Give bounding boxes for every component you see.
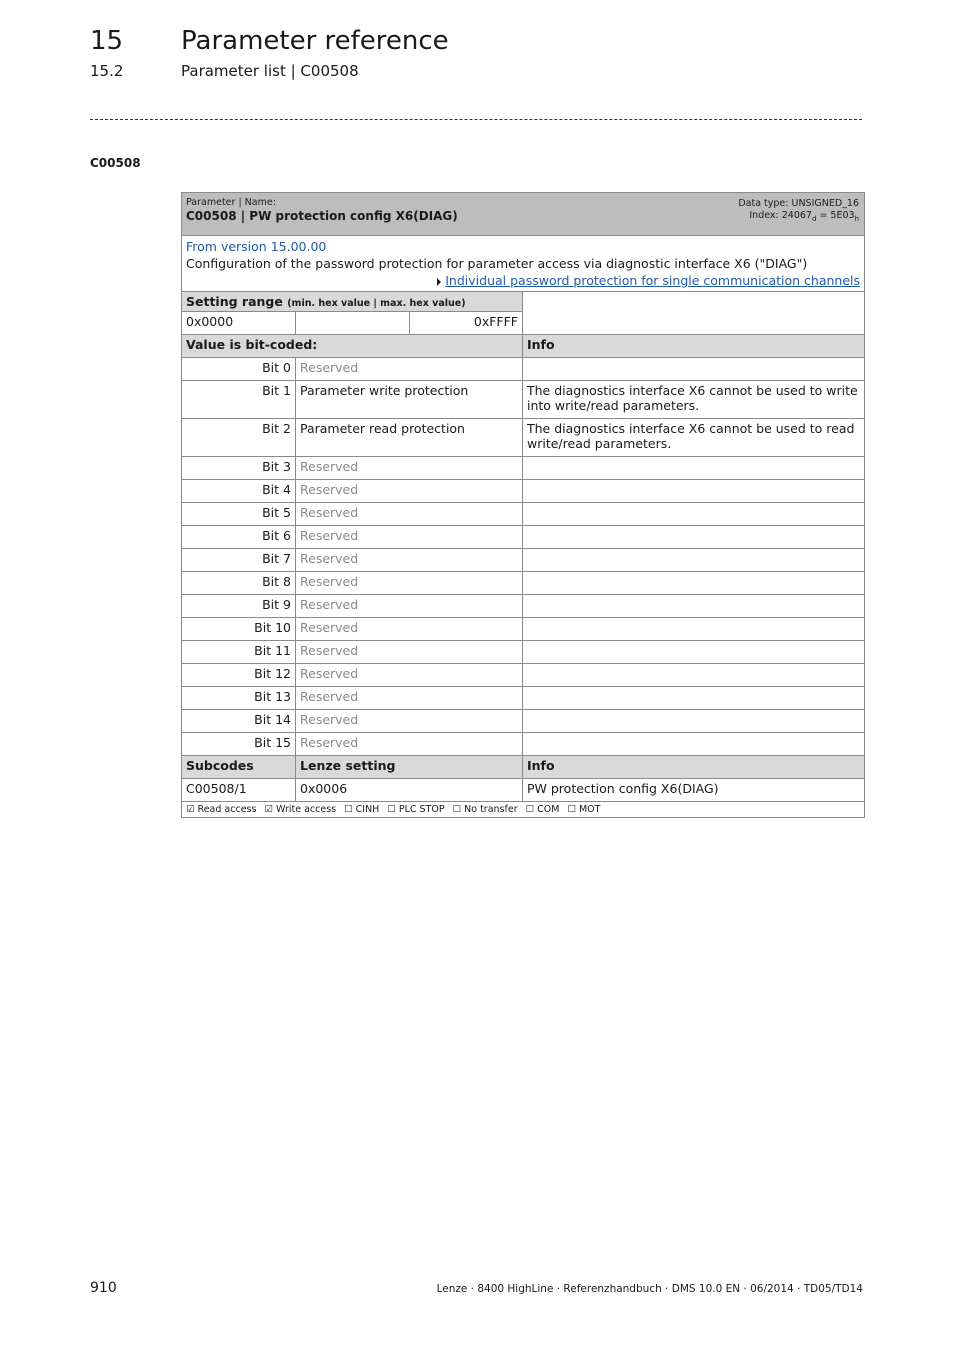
data-type-info bbox=[738, 198, 859, 225]
setting-range-label: Setting range bbox=[186, 294, 283, 309]
parameter-heading: C00508 bbox=[90, 156, 141, 170]
bit-row bbox=[182, 595, 865, 618]
parameter-label: Parameter | Name: bbox=[186, 197, 276, 208]
bit-row bbox=[182, 710, 865, 733]
chapter-number: 15 bbox=[90, 26, 124, 56]
bit-name: Reserved bbox=[296, 595, 523, 618]
subcodes-header: Subcodes bbox=[182, 756, 296, 779]
bit-name: Reserved bbox=[296, 641, 523, 664]
bit-name: Reserved bbox=[296, 480, 523, 503]
bit-name: Reserved bbox=[296, 358, 523, 381]
bit-name: Reserved bbox=[296, 549, 523, 572]
bit-info bbox=[523, 480, 865, 503]
bit-info bbox=[523, 595, 865, 618]
index-hex: = 5E03 bbox=[816, 210, 855, 221]
bit-number: Bit 0 bbox=[182, 358, 296, 381]
access-option: ☑ Read access bbox=[186, 804, 257, 815]
bit-number: Bit 11 bbox=[182, 641, 296, 664]
bit-row bbox=[182, 457, 865, 480]
bit-row bbox=[182, 664, 865, 687]
index-info bbox=[738, 210, 859, 225]
bit-row bbox=[182, 480, 865, 503]
link-row bbox=[186, 272, 860, 289]
lenze-setting-header: Lenze setting bbox=[296, 756, 523, 779]
page-number: 910 bbox=[90, 1280, 117, 1296]
section-number: 15.2 bbox=[90, 62, 124, 80]
bit-row bbox=[182, 549, 865, 572]
bit-name: Reserved bbox=[296, 664, 523, 687]
description-cell bbox=[182, 236, 865, 292]
bit-row bbox=[182, 572, 865, 595]
range-max: 0xFFFF bbox=[410, 312, 523, 335]
parameter-description: Configuration of the password protection for parameter access via diagnostic interface X6 ("DIAG") bbox=[186, 256, 808, 271]
bit-info bbox=[523, 549, 865, 572]
bit-name: Reserved bbox=[296, 526, 523, 549]
bit-info bbox=[523, 641, 865, 664]
index-hex-suffix: h bbox=[854, 214, 860, 223]
access-option: ☑ Write access bbox=[264, 804, 337, 815]
bit-row bbox=[182, 381, 865, 419]
data-type: Data type: UNSIGNED_16 bbox=[738, 198, 860, 209]
bit-info bbox=[523, 503, 865, 526]
password-protection-link[interactable]: Individual password protection for single communication channels bbox=[445, 273, 861, 288]
bit-name: Parameter write protection bbox=[296, 381, 523, 419]
access-option: ☐ COM bbox=[525, 804, 560, 815]
bitcoded-header: Value is bit-coded: bbox=[182, 335, 523, 358]
bit-name: Parameter read protection bbox=[296, 419, 523, 457]
subcode-info-header: Info bbox=[523, 756, 865, 779]
access-option: ☐ PLC STOP bbox=[387, 804, 445, 815]
bit-info bbox=[523, 710, 865, 733]
chapter-title: Parameter reference bbox=[181, 26, 449, 56]
range-min: 0x0000 bbox=[182, 312, 296, 335]
parameter-header bbox=[182, 193, 865, 236]
bit-name: Reserved bbox=[296, 457, 523, 480]
bit-name: Reserved bbox=[296, 733, 523, 756]
bit-row bbox=[182, 503, 865, 526]
access-options bbox=[182, 802, 865, 818]
bit-name: Reserved bbox=[296, 710, 523, 733]
document-info: Lenze · 8400 HighLine · Referenzhandbuch · DMS 10.0 EN · 06/2014 · TD05/TD14 bbox=[436, 1283, 863, 1295]
arrow-right-icon bbox=[437, 278, 441, 286]
header-divider bbox=[90, 119, 862, 120]
bit-row bbox=[182, 358, 865, 381]
access-option: ☐ No transfer bbox=[452, 804, 518, 815]
bit-row bbox=[182, 526, 865, 549]
bit-info bbox=[523, 457, 865, 480]
bit-row bbox=[182, 733, 865, 756]
bit-number: Bit 5 bbox=[182, 503, 296, 526]
bit-info: The diagnostics interface X6 cannot be used to read write/read parameters. bbox=[523, 419, 865, 457]
bit-number: Bit 1 bbox=[182, 381, 296, 419]
setting-range-sublabel: (min. hex value | max. hex value) bbox=[287, 298, 466, 309]
bit-info bbox=[523, 618, 865, 641]
bit-number: Bit 7 bbox=[182, 549, 296, 572]
range-mid-empty bbox=[296, 312, 410, 335]
bit-number: Bit 15 bbox=[182, 733, 296, 756]
parameter-name: C00508 | PW protection config X6(DIAG) bbox=[186, 209, 458, 223]
access-option: ☐ CINH bbox=[344, 804, 380, 815]
access-option: ☐ MOT bbox=[567, 804, 601, 815]
bit-number: Bit 14 bbox=[182, 710, 296, 733]
bit-number: Bit 13 bbox=[182, 687, 296, 710]
subcode-lenze-value: 0x0006 bbox=[296, 779, 523, 802]
bit-number: Bit 3 bbox=[182, 457, 296, 480]
bit-name: Reserved bbox=[296, 503, 523, 526]
parameter-table bbox=[181, 192, 865, 818]
setting-range-header bbox=[182, 292, 523, 312]
subcode-info-value: PW protection config X6(DIAG) bbox=[523, 779, 865, 802]
bit-number: Bit 6 bbox=[182, 526, 296, 549]
bit-number: Bit 10 bbox=[182, 618, 296, 641]
index-decimal-suffix: d bbox=[811, 214, 817, 223]
version-note: From version 15.00.00 bbox=[186, 239, 327, 254]
bit-name: Reserved bbox=[296, 618, 523, 641]
bit-row bbox=[182, 419, 865, 457]
info-header: Info bbox=[523, 335, 865, 358]
bit-row bbox=[182, 687, 865, 710]
bit-number: Bit 2 bbox=[182, 419, 296, 457]
bit-info bbox=[523, 358, 865, 381]
bit-row bbox=[182, 618, 865, 641]
bit-info bbox=[523, 572, 865, 595]
bit-row bbox=[182, 641, 865, 664]
bit-number: Bit 9 bbox=[182, 595, 296, 618]
subcode-value: C00508/1 bbox=[182, 779, 296, 802]
bit-info: The diagnostics interface X6 cannot be used to write into write/read parameters. bbox=[523, 381, 865, 419]
bit-number: Bit 8 bbox=[182, 572, 296, 595]
bit-number: Bit 12 bbox=[182, 664, 296, 687]
bit-name: Reserved bbox=[296, 687, 523, 710]
bit-info bbox=[523, 526, 865, 549]
bit-info bbox=[523, 664, 865, 687]
bit-number: Bit 4 bbox=[182, 480, 296, 503]
bit-info bbox=[523, 733, 865, 756]
bit-info bbox=[523, 687, 865, 710]
bit-name: Reserved bbox=[296, 572, 523, 595]
setting-range-blank bbox=[523, 292, 865, 335]
index-value: Index: 24067 bbox=[749, 210, 812, 221]
section-title: Parameter list | C00508 bbox=[181, 62, 359, 80]
